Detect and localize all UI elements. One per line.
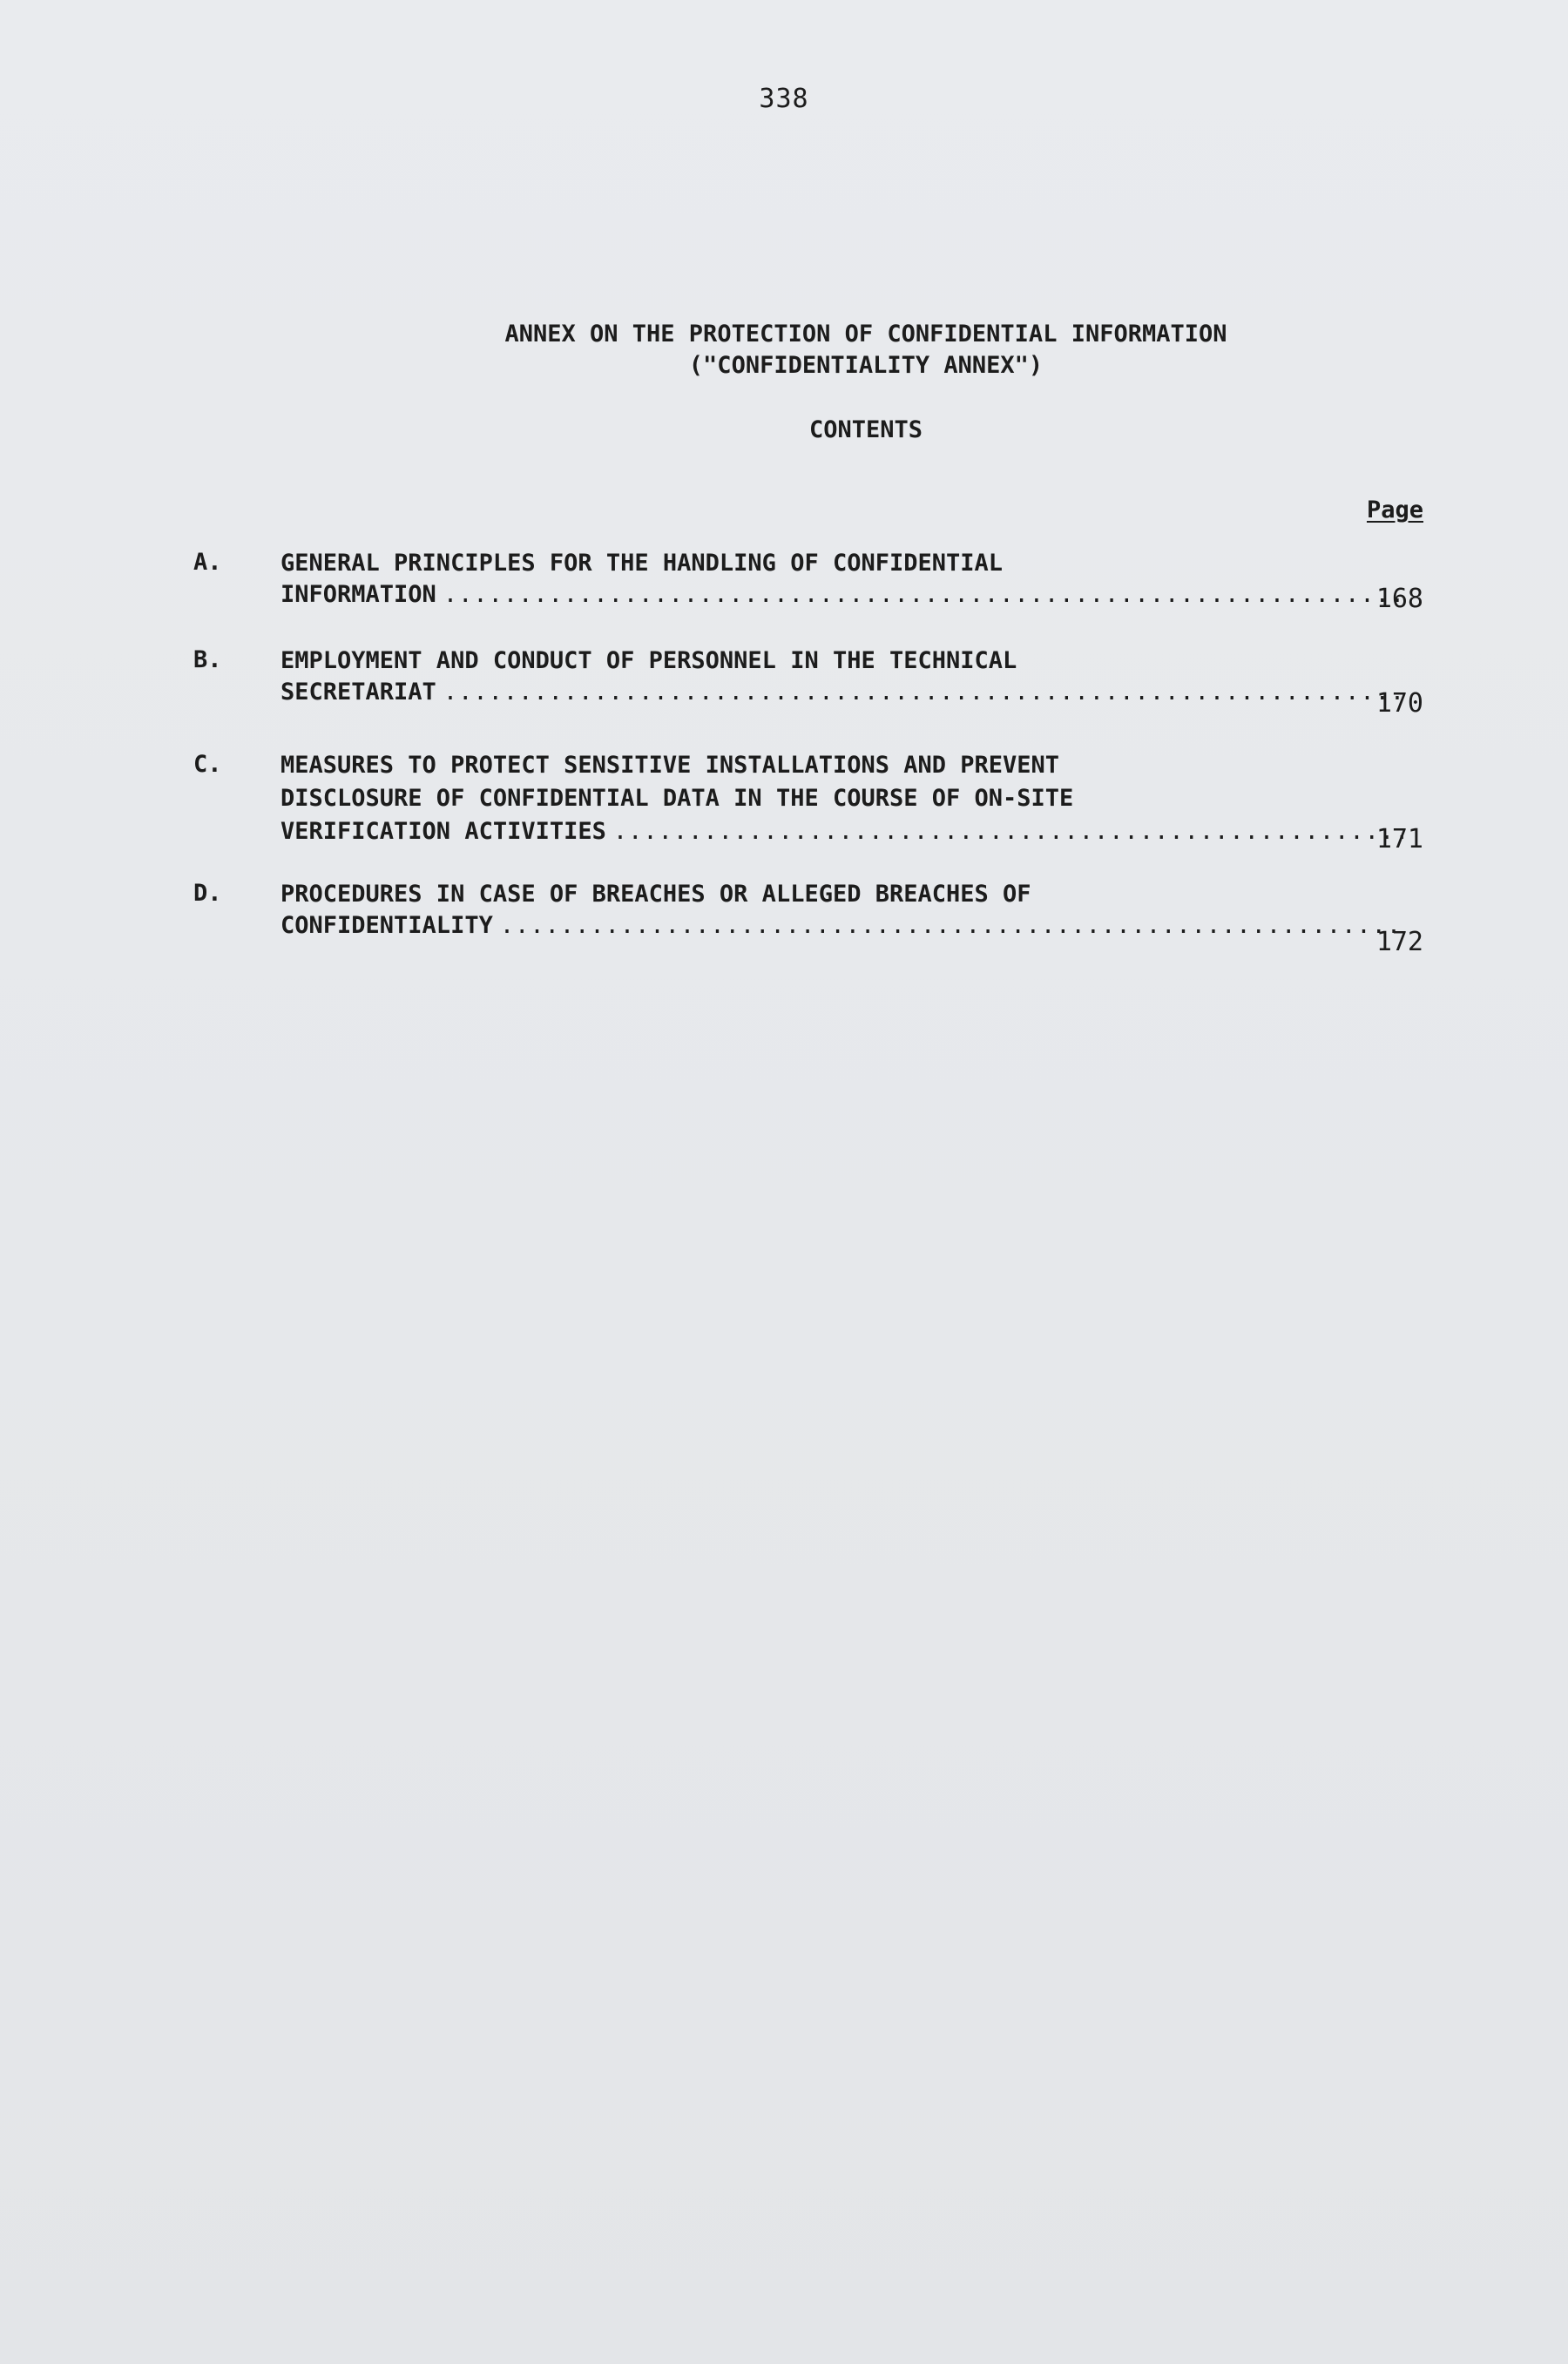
toc-entry-title-line: EMPLOYMENT AND CONDUCT OF PERSONNEL IN THE TECHNICAL	[280, 647, 1017, 674]
page-column-label: Page	[1366, 496, 1423, 523]
toc-entry-last-line	[280, 817, 1413, 847]
dot-leader	[500, 911, 1406, 941]
toc-entry-page: 171	[1375, 824, 1423, 854]
toc-entry-title-line: MEASURES TO PROTECT SENSITIVE INSTALLATIONS AND PREVENT	[280, 752, 1060, 779]
page-number: 338	[759, 84, 809, 114]
toc-entry-last-line	[280, 911, 1413, 941]
toc-entry-letter: C.	[193, 751, 222, 778]
toc-entry-page: 172	[1375, 927, 1423, 957]
dot-leader	[443, 580, 1406, 610]
toc-entry-page: 168	[1375, 584, 1423, 614]
contents-heading: CONTENTS	[808, 416, 923, 443]
toc-entry-title-line: INFORMATION	[280, 581, 436, 608]
toc-entry-letter: A.	[193, 549, 222, 576]
toc-entry-last-line	[280, 580, 1413, 610]
dot-leader	[613, 817, 1406, 847]
dot-leader	[443, 678, 1406, 707]
toc-entry-page: 170	[1375, 688, 1423, 719]
toc-entry-title-line: CONFIDENTIALITY	[280, 912, 493, 939]
toc-entry-title-line: PROCEDURES IN CASE OF BREACHES OR ALLEGED BREACHES OF	[280, 881, 1031, 908]
toc-entry-title-line: DISCLOSURE OF CONFIDENTIAL DATA IN THE COURSE OF ON-SITE	[280, 785, 1074, 812]
toc-entry-letter: B.	[193, 646, 222, 673]
toc-entry-title-line: VERIFICATION ACTIVITIES	[280, 818, 606, 845]
annex-subtitle: ("CONFIDENTIALITY ANNEX")	[688, 352, 1044, 379]
toc-entry-title-line: SECRETARIAT	[280, 679, 436, 706]
annex-title: ANNEX ON THE PROTECTION OF CONFIDENTIAL INFORMATION	[504, 321, 1227, 348]
toc-entry-last-line	[280, 678, 1413, 707]
toc-entry-title-line: GENERAL PRINCIPLES FOR THE HANDLING OF CONFIDENTIAL	[280, 550, 1004, 577]
toc-entry-letter: D.	[193, 880, 222, 907]
